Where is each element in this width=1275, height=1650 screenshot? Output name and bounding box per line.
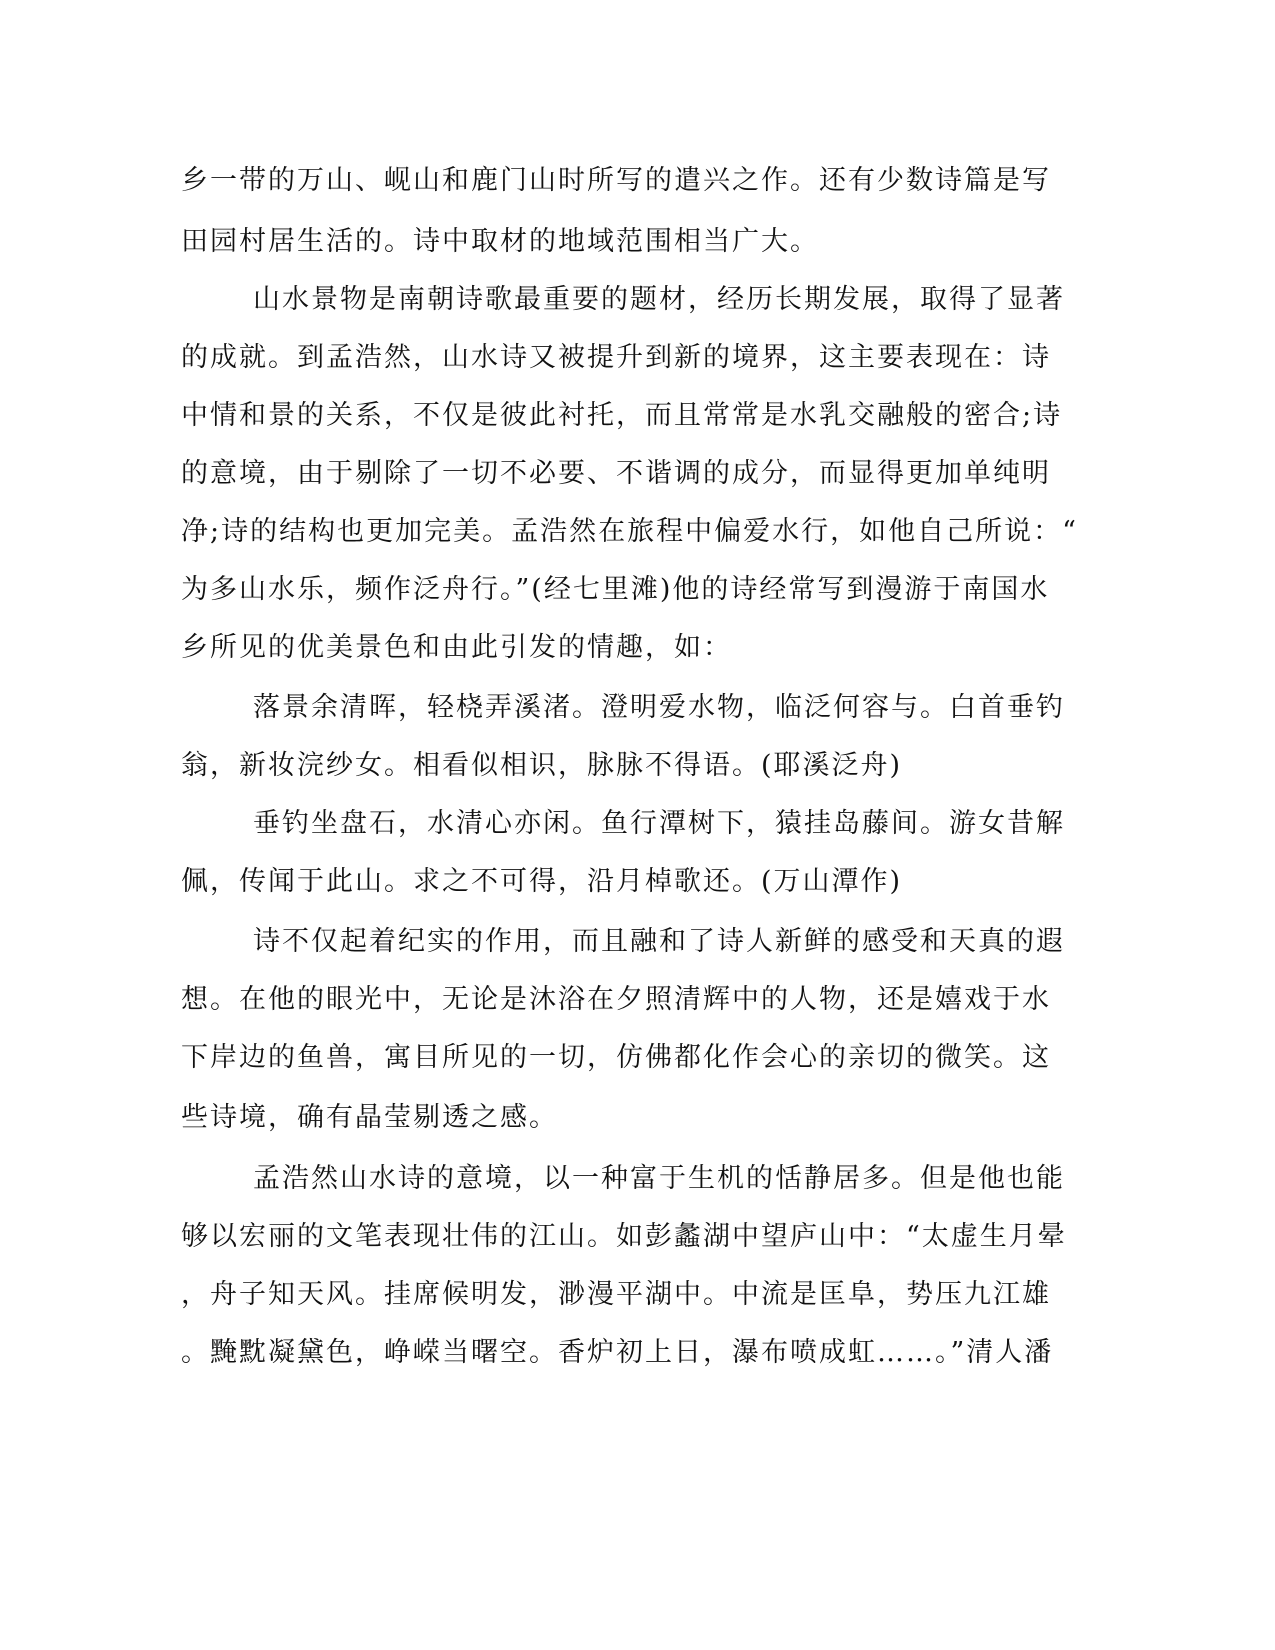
text-line: 些诗境，确有晶莹剔透之感。 [181, 1102, 558, 1133]
poem-line: 落景余清晖，轻桡弄溪渚。澄明爱水物，临泛何容与。白首垂钓 [253, 692, 1065, 723]
poem-line: 佩，传闻于此山。求之不可得，沿月棹歌还。(万山潭作) [181, 866, 903, 897]
poem-line: 翁，新妆浣纱女。相看似相识，脉脉不得语。(耶溪泛舟) [181, 750, 903, 781]
text-line: 为多山水乐，频作泛舟行。”(经七里滩)他的诗经常写到漫游于南国水 [181, 574, 1050, 605]
text-line: 的意境，由于剔除了一切不必要、不谐调的成分，而显得更加单纯明 [181, 458, 1051, 489]
text-line: 。黤黕凝黛色，峥嵘当曙空。香炉初上日，瀑布喷成虹……。”清人潘 [181, 1337, 1054, 1368]
text-line: 田园村居生活的。诗中取材的地域范围相当广大。 [181, 226, 819, 257]
text-line: 孟浩然山水诗的意境，以一种富于生机的恬静居多。但是他也能 [253, 1163, 1065, 1194]
text-line: 乡一带的万山、岘山和鹿门山时所写的遣兴之作。还有少数诗篇是写 [181, 165, 1051, 196]
text-line: 下岸边的鱼兽，寓目所见的一切，仿佛都化作会心的亲切的微笑。这 [181, 1042, 1051, 1073]
text-line: ，舟子知天风。挂席候明发，渺漫平湖中。中流是匡阜，势压九江雄 [181, 1279, 1051, 1310]
text-line: 的成就。到孟浩然，山水诗又被提升到新的境界，这主要表现在：诗 [181, 342, 1051, 373]
text-line: 诗不仅起着纪实的作用，而且融和了诗人新鲜的感受和天真的遐 [253, 926, 1065, 957]
poem-line: 垂钓坐盘石，水清心亦闲。鱼行潭树下，猿挂岛藤间。游女昔解 [253, 808, 1065, 839]
text-line: 乡所见的优美景色和由此引发的情趣，如： [181, 632, 732, 663]
text-line: 中情和景的关系，不仅是彼此衬托，而且常常是水乳交融般的密合;诗 [181, 400, 1063, 431]
text-line: 想。在他的眼光中，无论是沐浴在夕照清辉中的人物，还是嬉戏于水 [181, 984, 1051, 1015]
text-line: 净;诗的结构也更加完美。孟浩然在旅程中偏爱水行，如他自己所说：“ [181, 516, 1078, 547]
text-line: 够以宏丽的文笔表现壮伟的江山。如彭蠡湖中望庐山中：“太虚生月晕 [181, 1221, 1067, 1252]
text-line: 山水景物是南朝诗歌最重要的题材，经历长期发展，取得了显著 [253, 284, 1065, 315]
